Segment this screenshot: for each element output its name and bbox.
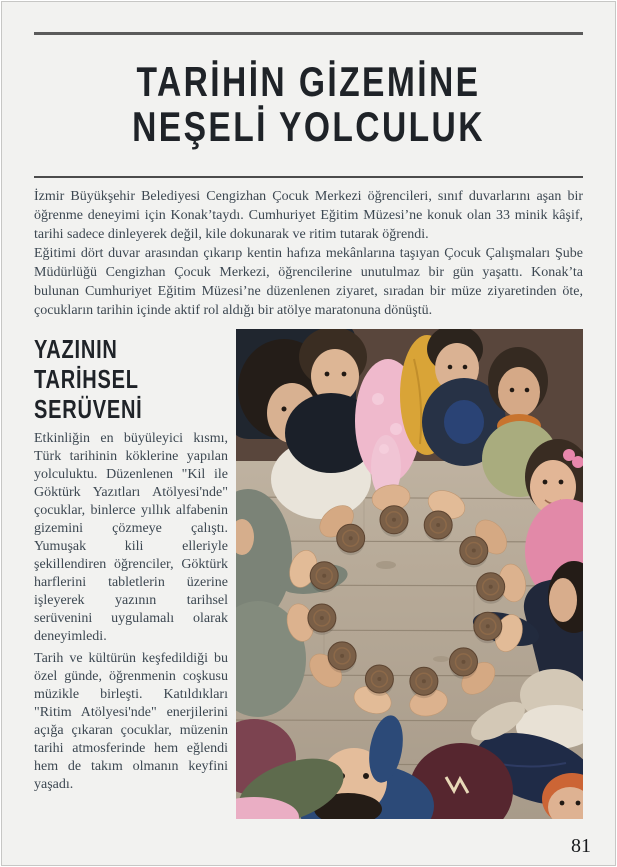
children-circle-photo (236, 329, 583, 819)
article-title-line-2: NEŞELİ YOLCULUK (132, 103, 485, 151)
article-title-line-1: TARİHİN GİZEMİNE (136, 58, 481, 105)
intro-paragraph-2: Eğitimi dört duvar arasından çıkarıp kentin hafıza mekânlarına taşıyan Çocuk Çalışmaları Şube Müdürlüğü Cengizhan Çocuk Merkezi, öğrencilerine unutulmaz bir gün yaşattı. Konak’ta bulunan Cumhuriyet Eğitim Müzesi’ne düzenlenen ziyaret, sıradan bir müze ziyaretinden öte, çocukların tarihin içinde aktif rol aldığı bir atölye maratonuna dönüştü. (34, 245, 583, 318)
intro-divider-rule (34, 176, 583, 178)
photo-illustration (236, 329, 583, 819)
intro-paragraph-1: İzmir Büyükşehir Belediyesi Cengizhan Çocuk Merkezi öğrencileri, sınıf duvarlarını aşan bir öğrenme deneyimi için Konak’taydı. Cumhuriyet Eğitim Müzesi’ne konuk olan 33 minik kâşif, tarihi sadece dinleyerek değil, kile dokunarak ve ritim tutarak öğrendi. (34, 188, 583, 242)
two-column-layout (34, 322, 583, 819)
top-divider-rule (34, 32, 583, 35)
section-heading: YAZININ TARİHSEL SERÜVENİ (34, 333, 143, 424)
text-column (34, 322, 228, 819)
section-paragraph-2: Tarih ve kültürün keşfedildiği bu özel günde, öğrenmenin coşkusu müzikle birleşti. Katıldıkları "Ritim Atölyesi'nde" enerjilerini açığa çıkaran çocuklar, müzenin tarihi atmosferinde hem eğlendi hem de takım olmanın keyfini yaşadı. (34, 651, 228, 793)
page-number: 81 (571, 835, 591, 857)
article-title (34, 59, 583, 150)
section-paragraph-1: Etkinliğin en büyüleyici kısmı, Türk tarihinin köklerine yapılan yolculuktu. Düzenlenen "Kil ile Göktürk Yazıtları Atölyesi'nde" çocuklar, binlerce yıllık alfabenin gizemini çözmeye çalıştı. Yumuşak kili elleriyle şekillendiren öğrenciler, Göktürk harflerini tabletlerin üzerine işleyerek yazının tarihsel serüvenini uygulamalı olarak deneyimledi. (34, 431, 228, 645)
magazine-page (1, 1, 616, 866)
intro-section (34, 187, 583, 320)
